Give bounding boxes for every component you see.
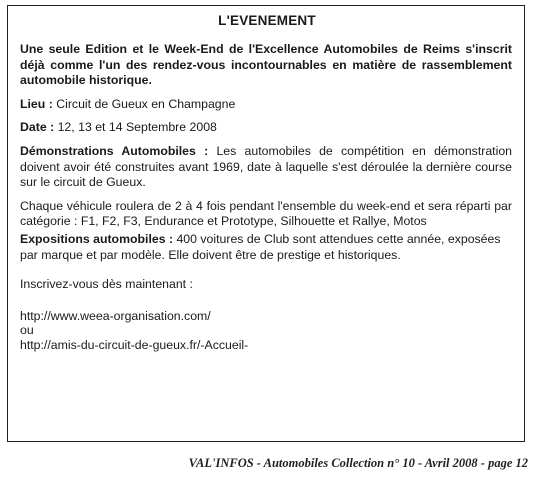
lieu-label: Lieu :	[20, 96, 53, 111]
expo-text: 400 voitures de Club sont attendues cette année, exposées par marque et par modèle. Elle doivent être de prestige et historiques.	[20, 231, 501, 262]
signup-line: Inscrivez-vous dès maintenant :	[20, 277, 193, 292]
page-footer: VAL'INFOS - Automobiles Collection n° 10 - Avril 2008 - page 12	[188, 456, 528, 470]
article-box	[7, 5, 525, 442]
link-gueux: http://amis-du-circuit-de-gueux.fr/-Accueil-	[20, 337, 249, 352]
demo-paragraph	[20, 144, 512, 191]
article-title: L'EVENEMENT	[218, 13, 316, 28]
expo-label: Expositions automobiles :	[20, 231, 174, 246]
date-value: 12, 13 et 14 Septembre 2008	[57, 120, 217, 135]
demo-text: Les automobiles de compétition en démonstration doivent avoir été construites avant 1969, date à laquelle s'est déroulée la dernière course sur le circuit de Gueux.	[20, 143, 512, 190]
article-intro: Une seule Edition et le Week-End de l'Excellence Automobiles de Reims s'inscrit déjà comme l'un des rendez-vous incontournables en matière de rassemblement automobile historique.	[20, 42, 512, 88]
link-separator: ou	[20, 323, 34, 338]
date-line	[20, 120, 512, 136]
date-label: Date :	[20, 120, 55, 135]
demo-label: Démonstrations Automobiles :	[20, 143, 209, 158]
links-block	[20, 309, 512, 353]
vehicles-paragraph: Chaque véhicule roulera de 2 à 4 fois pendant l'ensemble du week-end et sera réparti par catégorie : F1, F2, F3, Endurance et Prototype, Silhouette et Rallye, Motos	[20, 198, 512, 229]
link-weea: http://www.weea-organisation.com/	[20, 308, 211, 323]
lieu-line	[20, 97, 512, 113]
expo-paragraph	[20, 232, 512, 263]
article-body	[20, 42, 512, 352]
lieu-value: Circuit de Gueux en Champagne	[56, 96, 236, 111]
